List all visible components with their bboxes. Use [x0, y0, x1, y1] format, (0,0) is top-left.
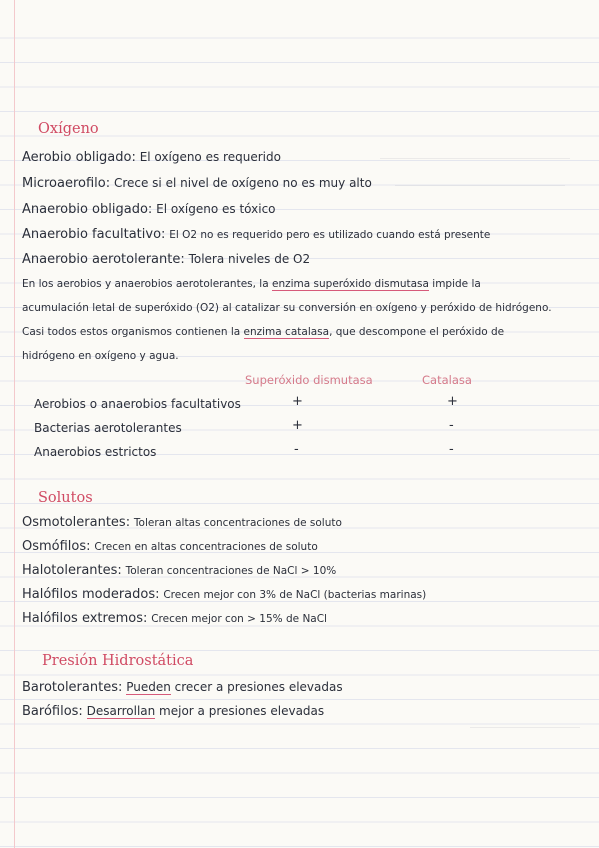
section-title-oxygen: Oxígeno	[38, 121, 99, 137]
term: Barófilos:	[22, 704, 83, 719]
term: Barotolerantes:	[22, 680, 123, 695]
term: Halófilos moderados:	[22, 587, 160, 602]
definition: Toleran concentraciones de NaCl > 10%	[125, 565, 337, 577]
table-cell: +	[292, 394, 303, 409]
table-cell: +	[447, 394, 458, 409]
definition: El O2 no es requerido pero es utilizado cuando está presente	[169, 229, 491, 241]
highlighted-term: enzima catalasa	[243, 326, 330, 338]
term: Aerobio obligado:	[22, 150, 136, 165]
list-item	[22, 149, 281, 166]
bleed-through	[380, 148, 570, 159]
highlighted-term: Pueden	[126, 680, 171, 694]
term: Anaerobio obligado:	[22, 202, 153, 217]
table-cell: -	[294, 442, 299, 457]
margin-line	[14, 0, 15, 848]
list-item	[22, 538, 318, 555]
definition: Crecen mejor con 3% de NaCl (bacterias marinas)	[163, 589, 427, 601]
list-item	[22, 562, 336, 579]
table-cell: -	[449, 442, 454, 457]
list-item	[22, 703, 324, 720]
term: Halófilos extremos:	[22, 611, 148, 626]
term: Halotolerantes:	[22, 563, 122, 578]
highlighted-term: enzima superóxido dismutasa	[272, 278, 429, 290]
list-item	[22, 586, 426, 603]
paragraph-text: impide la	[428, 278, 481, 290]
definition: Tolera niveles de O2	[188, 252, 311, 266]
term: Osmófilos:	[22, 539, 91, 554]
term: Microaerofilo:	[22, 176, 111, 191]
paragraph-line	[22, 276, 481, 292]
paragraph-text: En los aerobios y anaerobios aerotolerantes, la	[22, 278, 272, 290]
definition: crecer a presiones elevadas	[170, 680, 343, 694]
definition: Crecen en altas concentraciones de soluto	[94, 541, 318, 553]
table-row-label: Bacterias aerotolerantes	[34, 421, 182, 435]
table-header: Catalasa	[422, 373, 472, 387]
list-item	[22, 610, 327, 627]
section-title-pressure: Presión Hidrostática	[42, 653, 194, 669]
table-row-label: Anaerobios estrictos	[34, 445, 157, 459]
paragraph-line: hidrógeno en oxígeno y agua.	[22, 350, 179, 362]
paragraph-line: acumulación letal de superóxido (O2) al catalizar su conversión en oxígeno y peróxido de hidrógeno.	[22, 302, 552, 314]
definition: El oxígeno es tóxico	[156, 202, 276, 216]
term: Anaerobio aerotolerante:	[22, 252, 185, 267]
table-cell: -	[449, 418, 454, 433]
list-item	[22, 514, 342, 531]
term: Anaerobio facultativo:	[22, 227, 166, 242]
definition: Crecen mejor con > 15% de NaCl	[151, 613, 327, 625]
list-item	[22, 679, 343, 696]
section-title-solutes: Solutos	[38, 490, 93, 506]
table-cell: +	[292, 418, 303, 433]
term: Osmotolerantes:	[22, 515, 131, 530]
definition: mejor a presiones elevadas	[155, 704, 325, 718]
highlighted-term: Desarrollan	[86, 704, 156, 718]
list-item	[22, 175, 372, 192]
definition: Crece si el nivel de oxígeno no es muy alto	[113, 176, 372, 190]
definition: Toleran altas concentraciones de soluto	[133, 517, 342, 529]
paragraph-line	[22, 324, 504, 340]
list-item	[22, 201, 276, 218]
paragraph-text: , que descompone el peróxido de	[329, 326, 505, 338]
list-item	[22, 251, 310, 268]
bleed-through	[470, 715, 580, 728]
bleed-through	[395, 175, 565, 186]
table-header: Superóxido dismutasa	[245, 373, 373, 387]
list-item	[22, 226, 490, 243]
paragraph-text: Casi todos estos organismos contienen la	[22, 326, 244, 338]
table-row-label: Aerobios o anaerobios facultativos	[34, 397, 241, 411]
definition: El oxígeno es requerido	[139, 150, 281, 164]
